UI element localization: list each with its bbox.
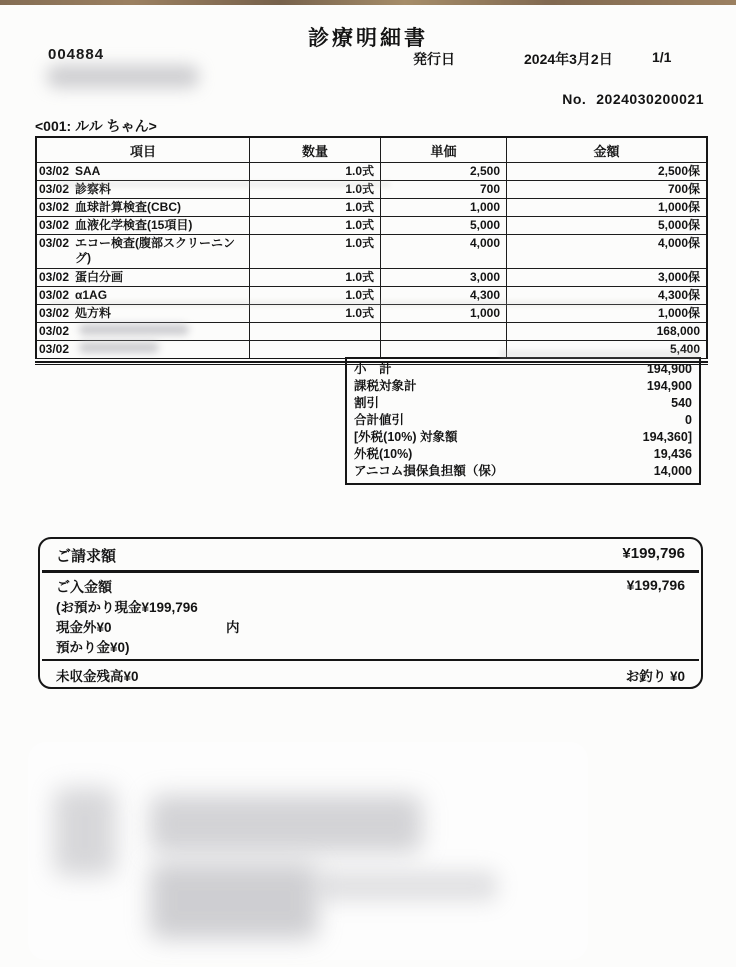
billing-box: [38, 537, 703, 689]
cell-quantity: 1.0式: [250, 163, 381, 180]
summary-value: 19,436: [653, 447, 692, 461]
outstanding-balance: 未収金残高¥0: [56, 669, 139, 684]
cell-date: 03/02: [39, 200, 70, 214]
deposit-line: 預かり金¥0): [56, 640, 130, 655]
table-row: [37, 323, 706, 341]
header-cell-quantity: 数量: [250, 138, 381, 162]
cell-quantity: [250, 323, 381, 340]
summary-value: 194,900: [646, 379, 692, 393]
cell-item: α1AG: [75, 288, 108, 302]
cell-quantity: 1.0式: [250, 235, 381, 268]
summary-value: 194,900: [646, 362, 692, 376]
receipt-number-value: 2024030200021: [596, 91, 704, 107]
cell-amount: 5,000保: [657, 218, 700, 232]
cell-date: 03/02: [39, 164, 70, 178]
summary-label: 合計値引: [354, 413, 405, 427]
redacted-item-blur: [79, 324, 189, 335]
totals-summary-box: [345, 357, 701, 485]
table-row: [37, 217, 706, 235]
summary-row-tax: [354, 446, 692, 463]
table-row: [37, 181, 706, 199]
cell-item: SAA: [75, 164, 101, 178]
cell-amount: 1,000保: [657, 306, 700, 320]
cell-date: 03/02: [39, 270, 70, 284]
summary-label: 課税対象計: [354, 379, 417, 393]
cell-unit-price: 1,000: [381, 199, 507, 216]
items-table-wrap: [35, 136, 708, 365]
cell-amount: 4,000保: [657, 236, 700, 250]
summary-row-discount: [354, 395, 692, 412]
cell-item: 処方料: [75, 306, 112, 320]
summary-value: 14,000: [653, 464, 692, 478]
cell-unit-price: 4,300: [381, 287, 507, 304]
issue-date-label: 発行日: [413, 51, 455, 67]
cell-amount: 2,500保: [657, 164, 700, 178]
table-row: [37, 199, 706, 217]
uchi-label: 内: [226, 620, 240, 635]
cell-unit-price: 4,000: [381, 235, 507, 268]
cell-unit-price: 2,500: [381, 163, 507, 180]
billed-amount: ¥199,796: [622, 545, 685, 562]
summary-row-total-discount: [354, 412, 692, 429]
cell-quantity: 1.0式: [250, 287, 381, 304]
cell-date: 03/02: [39, 182, 70, 196]
summary-row-taxable-total: [354, 378, 692, 395]
cell-unit-price: 1,000: [381, 305, 507, 322]
table-row: [37, 287, 706, 305]
cell-item: 診察料: [75, 182, 112, 196]
table-row: [37, 235, 706, 269]
cell-date: 03/02: [39, 342, 70, 356]
table-row: [37, 163, 706, 181]
redacted-owner-name-blur: [47, 65, 199, 88]
cell-amount: 5,400: [669, 342, 700, 356]
paid-label: ご入金額: [56, 579, 112, 595]
summary-row-subtotal: [354, 361, 692, 378]
redacted-bottom-region: [28, 742, 588, 960]
billed-amount-row: [40, 539, 701, 569]
cell-item: 血液化学検査(15項目): [75, 218, 193, 232]
summary-value: 194,360]: [642, 430, 692, 444]
header-cell-amount: 金額: [593, 144, 620, 159]
cell-quantity: 1.0式: [250, 199, 381, 216]
summary-value: 0: [685, 413, 692, 427]
summary-label: 割引: [354, 396, 380, 410]
summary-value: 540: [671, 396, 692, 410]
cell-unit-price: 3,000: [381, 269, 507, 286]
page-indicator: 1/1: [652, 49, 672, 65]
table-row: [37, 305, 706, 323]
cell-quantity: 1.0式: [250, 217, 381, 234]
outstanding-row: [40, 661, 701, 685]
cell-amount: 3,000保: [657, 270, 700, 284]
cell-quantity: 1.0式: [250, 269, 381, 286]
billed-label: ご請求額: [56, 548, 117, 565]
patient-header: <001: ルル ちゃん>: [35, 118, 157, 134]
summary-row-tax-base: [354, 429, 692, 446]
summary-label: 小 計: [354, 362, 392, 376]
cell-item: 血球計算検査(CBC): [75, 200, 181, 214]
deposit-cash-line: (お預かり現金¥199,796: [56, 600, 198, 615]
summary-row-insurance-coverage: [354, 463, 692, 480]
cell-quantity: 1.0式: [250, 305, 381, 322]
header-cell-unit-price: 単価: [381, 138, 507, 162]
receipt-number-label: No.: [562, 91, 587, 107]
cell-quantity: 1.0式: [250, 181, 381, 198]
cell-unit-price: 700: [381, 181, 507, 198]
issue-date-value: 2024年3月2日: [524, 51, 613, 67]
cell-amount: 168,000: [656, 324, 700, 338]
cell-unit-price: 5,000: [381, 217, 507, 234]
cell-date: 03/02: [39, 306, 70, 320]
change-amount: ¥0: [669, 669, 685, 684]
cell-date: 03/02: [39, 236, 70, 250]
cell-amount: 1,000保: [657, 200, 700, 214]
header-cell-item: 項目: [37, 138, 250, 162]
scan-top-edge: [0, 0, 736, 5]
page-title: 診療明細書: [308, 27, 428, 50]
cell-item: エコー検査(腹部スクリーニング): [75, 236, 235, 265]
cell-date: 03/02: [39, 324, 70, 338]
cell-amount: 700保: [667, 182, 700, 196]
non-cash-line: [40, 617, 701, 637]
cell-unit-price: [381, 341, 507, 358]
change-group: [626, 665, 685, 685]
summary-label: 外税(10%): [354, 447, 413, 461]
cell-date: 03/02: [39, 288, 70, 302]
items-table: [35, 136, 708, 359]
summary-label: アニコム損保負担額（保）: [354, 464, 504, 478]
non-cash-amount: 現金外¥0: [56, 620, 112, 635]
paid-amount: ¥199,796: [626, 577, 685, 593]
table-row: [37, 341, 706, 358]
paid-amount-row: [40, 573, 701, 597]
change-label: お釣り: [625, 669, 667, 684]
redacted-item-blur: [79, 342, 159, 353]
document-number: 004884: [48, 46, 105, 63]
table-row: [37, 269, 706, 287]
cell-quantity: [250, 341, 381, 358]
table-header-row: [37, 138, 706, 163]
summary-label: [外税(10%) 対象額: [354, 430, 458, 444]
cell-unit-price: [381, 323, 507, 340]
cell-item: 蛋白分画: [75, 270, 124, 284]
receipt-number: [562, 91, 704, 107]
cell-date: 03/02: [39, 218, 70, 232]
cell-amount: 4,300保: [657, 288, 700, 302]
